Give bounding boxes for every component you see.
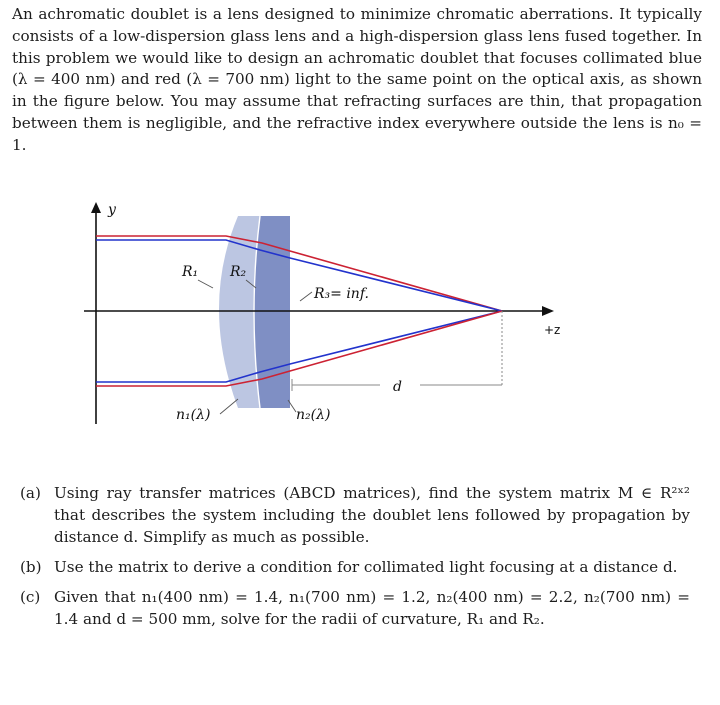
r1-leader bbox=[198, 280, 213, 288]
question-parts bbox=[20, 482, 690, 638]
r1-label: R₁ bbox=[182, 264, 199, 280]
part-c bbox=[20, 586, 690, 630]
r3-label: R₃= inf. bbox=[314, 286, 369, 302]
r3-leader bbox=[300, 292, 312, 301]
r2-label: R₂ bbox=[230, 264, 247, 280]
part-a bbox=[20, 482, 690, 548]
upper-blue-ray bbox=[96, 240, 502, 311]
d-label: d bbox=[393, 379, 402, 395]
n2-label: n₂(λ) bbox=[296, 407, 331, 423]
part-a-text: Using ray transfer matrices (ABCD matrices), find the system matrix M ∈ R²ˣ² that describes the system including the doublet lens followed by propagation by distance d. Simplify as much as possible. bbox=[54, 484, 690, 546]
n1-leader bbox=[220, 399, 238, 414]
y-axis-arrowhead bbox=[91, 202, 101, 213]
lower-red-ray bbox=[96, 311, 502, 386]
upper-red-ray bbox=[96, 236, 502, 311]
part-a-label: (a) bbox=[20, 484, 41, 502]
y-axis-label: y bbox=[108, 202, 116, 218]
n1-label: n₁(λ) bbox=[176, 407, 211, 423]
achromatic-doublet-figure bbox=[60, 196, 620, 446]
part-b-label: (b) bbox=[20, 558, 42, 576]
lower-blue-ray bbox=[96, 311, 502, 382]
part-b-text: Use the matrix to derive a condition for collimated light focusing at a distance d. bbox=[54, 558, 678, 576]
part-c-text: Given that n₁(400 nm) = 1.4, n₁(700 nm) = 1.2, n₂(400 nm) = 2.2, n₂(700 nm) = 1.4 and d = 500 mm, solve for the radii of curvature, R₁ and R₂. bbox=[54, 588, 690, 628]
z-axis-arrowhead bbox=[542, 306, 554, 316]
part-c-label: (c) bbox=[20, 588, 41, 606]
part-b bbox=[20, 556, 690, 578]
problem-intro: An achromatic doublet is a lens designed to minimize chromatic aberrations. It typically consists of a low-dispersion glass lens and a high-dispersion glass lens fused together. In this problem we would like to design an achromatic doublet that focuses collimated blue (λ = 400 nm) and red (λ = 700 nm) light to the same point on the optical axis, as shown in the figure below. You may assume that refracting surfaces are thin, that propagation between them is negligible, and the refractive index everywhere outside the lens is n₀ = 1. bbox=[12, 5, 702, 154]
z-axis-label: +z bbox=[544, 323, 561, 337]
figure-canvas bbox=[60, 196, 620, 446]
